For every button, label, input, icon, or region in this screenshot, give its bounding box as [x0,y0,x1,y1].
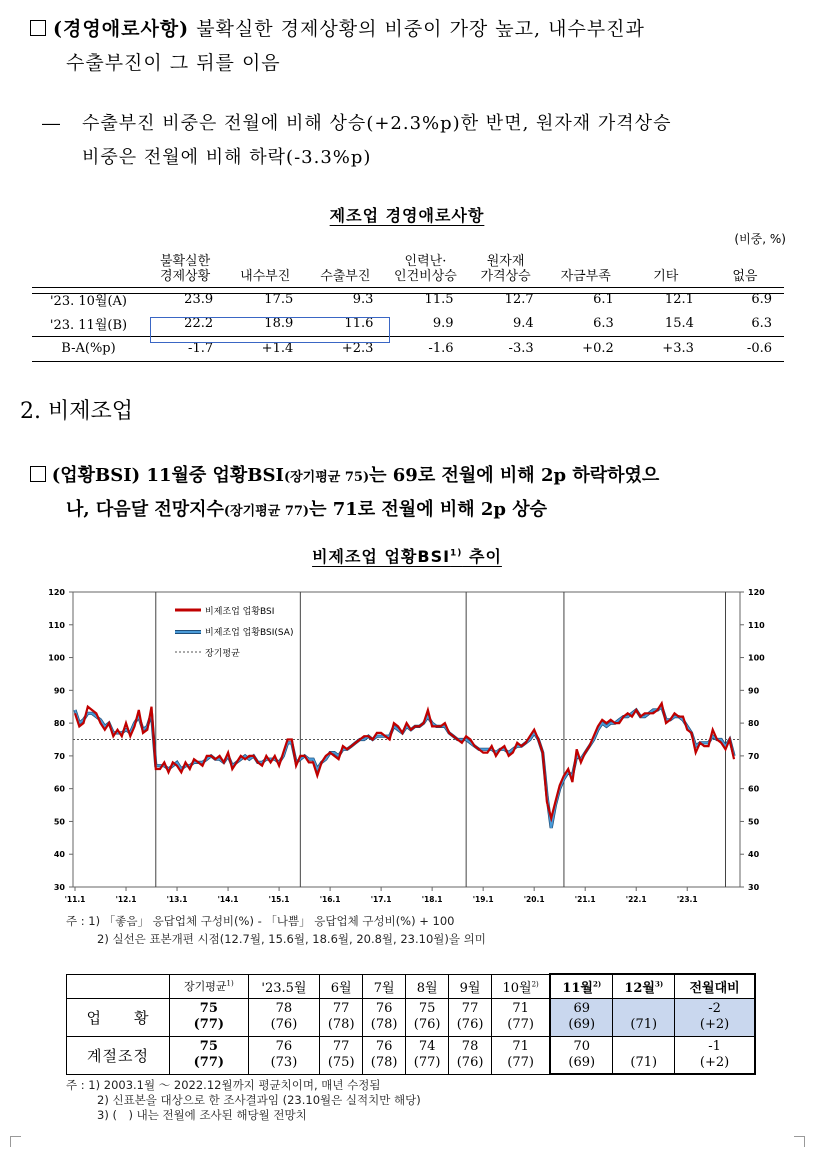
bullet-text-line2: 수출부진이 그 뒤를 이음 [66,52,281,74]
note1-line1: 주 : 1) 「좋음」 응답업체 구성비(%) - 「나쁨」 응답업체 구성비(%) + 100 [66,914,455,928]
bsi-header-cell: 6월 [320,974,363,998]
mfg-cell: 9.9 [432,316,454,331]
bsi-header-cell: 10월$^{2)}$ [492,974,551,998]
note1-line2: 2) 실선은 표본개편 시점(12.7월, 15.6월, 18.6월, 20.8월, 23.10월)을 의미 [97,932,486,946]
bsi-header-cell: 11월$^{2)}$ [550,974,613,998]
x-tick-label: '11.1 [64,895,86,904]
mfg-unit: (비중, %) [734,232,786,246]
bsi-cell: -2 (+2) [675,998,755,1036]
bsi-text-c: 는 69로 전월에 비해 2p 하락하였으 [369,465,660,486]
mfg-header-cell: 내수부진 [240,268,291,284]
series-bsi-sa-line [75,707,734,828]
legend-label: 비제조업 업황BSI [205,607,275,617]
mfg-cell: 11.5 [424,292,454,307]
bsi-cell: 75 (77) [170,998,249,1036]
y-tick-label: 110 [48,620,65,630]
section2-bullet [30,460,659,494]
y-tick-label: 50 [53,817,65,827]
mfg-cell: -3.3 [508,341,534,356]
bsi-cell: 74 (77) [406,1036,449,1074]
section1-bullet [30,12,810,46]
mfg-cell: 22.2 [184,316,214,331]
mfg-cell: -1.6 [428,341,454,356]
y-tick-label: 60 [53,784,65,794]
mfg-header-cell: 수출부진 [320,268,371,284]
mfg-row-label: '23. 10월(A) [49,294,127,309]
bsi-cell: (71) [613,1036,675,1074]
mfg-table [32,247,784,362]
y-tick-label: 90 [53,686,65,696]
mfg-header-cell: 없음 [732,268,758,284]
mfg-cell: 17.5 [264,292,294,307]
bsi-text-d: 나, 다음달 전망지수 [66,499,224,520]
y-tick-label-right: 30 [748,883,760,892]
bullet-bold: (경영애로사항) [53,18,190,40]
y-tick-label-right: 70 [748,751,760,761]
bsi-header-cell: 전월대비 [675,974,755,998]
mfg-cell: 6.1 [593,292,614,307]
mfg-cell: 15.4 [664,316,694,331]
mfg-header-cell: 자금부족 [560,268,611,284]
bsi-row-label: 업 황 [67,998,170,1036]
bsi-cell: (71) [613,998,675,1036]
bsi-header-cell: 12월$^{3)}$ [613,974,675,998]
x-tick-label: '14.1 [217,895,239,904]
highlight-box [150,317,390,343]
bsi-cell: 71 (77) [492,998,551,1036]
y-tick-label-right: 110 [748,620,765,630]
mfg-header-cell [32,247,145,287]
mfg-cell: 12.7 [504,292,534,307]
bullet-text: 불확실한 경제상황의 비중이 가장 높고, 내수부진과 [189,18,645,40]
mfg-cell: +1.4 [261,341,294,356]
sub-line1: 수출부진 비중은 전월에 비해 상승(+2.3%p)한 반면, 원자재 가격상승 [82,113,672,134]
y-tick-label-right: 50 [748,817,760,827]
mfg-cell: 6.9 [751,292,772,307]
y-tick-label: 30 [53,883,65,892]
x-tick-label: '20.1 [523,895,545,904]
x-tick-label: '13.1 [166,895,188,904]
mfg-header-cell: 기타 [653,268,679,284]
series-bsi-sa-outline [75,707,734,828]
y-tick-label-right: 40 [748,850,760,860]
bsi-cell: 75 (77) [170,1036,249,1074]
bsi-text-b: (장기평균 75) [283,470,370,485]
chart-title-suffix: 추이 [462,547,502,566]
y-tick-label-right: 120 [748,588,765,597]
bsi-text-f: 는 71로 전월에 비해 2p 상승 [309,499,548,520]
x-tick-label: '22.1 [625,895,647,904]
mfg-row-label: '23. 11월(B) [49,318,128,333]
mfg-cell: 11.6 [344,316,374,331]
bsi-header-cell: '23.5월 [248,974,320,998]
section2-bullet-line2 [66,494,547,528]
mfg-cell: 6.3 [751,316,772,331]
bsi-corner [67,974,170,998]
bsi-row-label: 계절조정 [67,1036,170,1074]
bsi-header-cell: 8월 [406,974,449,998]
x-tick-label: '23.1 [676,895,698,904]
chart-title-text: 비제조업 업황BSI [312,547,451,566]
bsi-text-a: (업황BSI) 11월중 업황BSI [51,465,284,486]
mfg-table-title: 제조업 경영애로사항 [329,206,485,225]
bsi-cell: 69 (69) [550,998,613,1036]
mfg-cell: +3.3 [662,341,694,356]
bsi-table [66,973,756,1075]
mfg-cell: +0.2 [582,341,614,356]
bsi-cell: 70 (69) [550,1036,613,1074]
bsi-cell: 76 (73) [248,1036,320,1074]
bsi-cell: 75 (76) [406,998,449,1036]
mfg-cell: +2.3 [341,341,374,356]
x-tick-label: '18.1 [421,895,443,904]
x-tick-label: '21.1 [574,895,596,904]
mfg-header-cell: 인력난· 인건비상승 [394,253,457,284]
mfg-cell: -1.7 [188,341,214,356]
mfg-cell: 9.3 [352,292,374,307]
x-tick-label: '15.1 [268,895,290,904]
x-tick-label: '16.1 [319,895,341,904]
note2-line1: 주 : 1) 2003.1월 ～ 2022.12월까지 평균치이며, 매년 수정됨 [66,1078,381,1092]
x-tick-label: '17.1 [370,895,392,904]
bsi-line-chart [40,582,800,912]
mfg-cell: 18.9 [264,316,294,331]
mfg-cell: 12.1 [664,292,694,307]
y-tick-label: 80 [53,719,65,729]
bsi-cell: 77 (75) [320,1036,363,1074]
square-bullet-icon [30,20,46,36]
bsi-header-cell: 7월 [363,974,406,998]
mfg-cell: 6.3 [593,316,614,331]
bsi-cell: 71 (77) [492,1036,551,1074]
mfg-header-cell: 불확실한 경제상황 [159,253,211,284]
y-tick-label: 100 [48,653,65,663]
legend-label: 장기평균 [205,649,240,659]
bsi-text-e: (장기평균 77) [223,504,310,519]
chart-title-sup: 1) [450,548,463,559]
bsi-cell: 77 (78) [320,998,363,1036]
y-tick-label: 120 [48,588,65,597]
mfg-header-cell: 원자재 가격상승 [480,253,531,284]
legend-label: 비제조업 업황BSI(SA) [205,628,294,638]
sub-line2: 비중은 전월에 비해 하락(-3.3%p) [82,147,372,168]
bsi-header-cell: 장기평균$^{1)}$ [170,974,249,998]
note2-line2: 2) 신표본을 대상으로 한 조사결과임 (23.10월은 실적치만 해당) [97,1093,421,1107]
bsi-cell: 76 (78) [363,998,406,1036]
bsi-cell: 77 (76) [449,998,492,1036]
y-tick-label-right: 90 [748,686,760,696]
y-tick-label: 40 [53,850,65,860]
bsi-cell: 78 (76) [248,998,320,1036]
y-tick-label-right: 60 [748,784,760,794]
y-tick-label: 70 [53,751,65,761]
mfg-cell: 9.4 [512,316,534,331]
note2-line3: 3) ( ) 내는 전월에 조사된 해당월 전망치 [97,1108,307,1122]
square-bullet-icon [30,466,46,482]
bsi-cell: -1 (+2) [675,1036,755,1074]
bsi-cell: 78 (76) [449,1036,492,1074]
bsi-header-cell: 9월 [449,974,492,998]
mfg-cell: 23.9 [184,292,214,307]
mfg-row-label: B-A(%p) [61,341,116,356]
y-tick-label-right: 80 [748,719,760,729]
x-tick-label: '19.1 [472,895,494,904]
chart-title [0,544,814,567]
mfg-cell: -0.6 [746,341,772,356]
bsi-cell: 76 (78) [363,1036,406,1074]
x-tick-label: '12.1 [115,895,137,904]
section2-heading: 2. 비제조업 [20,399,133,424]
series-bsi-line [75,703,734,818]
dash: ― [42,113,61,134]
y-tick-label-right: 100 [748,653,765,663]
